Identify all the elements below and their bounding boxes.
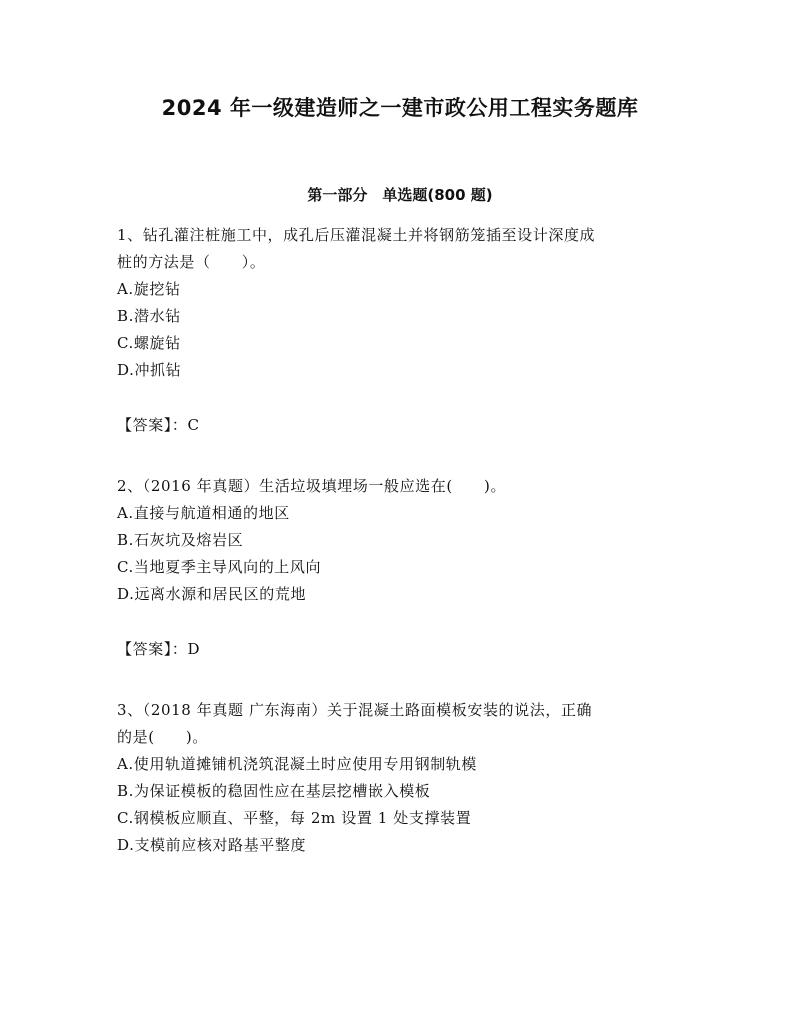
question-3 bbox=[117, 697, 683, 859]
question-2 bbox=[117, 473, 683, 663]
answer-line bbox=[117, 636, 683, 663]
option-b: B.石灰坑及熔岩区 bbox=[117, 531, 244, 549]
question-stem-line: 的是( )。 bbox=[117, 728, 208, 746]
option-c: C.螺旋钻 bbox=[117, 334, 181, 352]
question-stem-line: 2、（2016 年真题）生活垃圾填埋场一般应选在( )。 bbox=[117, 477, 507, 495]
answer-label: 【答案】： bbox=[117, 640, 188, 658]
option-c: C.当地夏季主导风向的上风向 bbox=[117, 558, 322, 576]
option-d: D.支模前应核对路基平整度 bbox=[117, 836, 307, 854]
question-list bbox=[117, 222, 683, 859]
question-stem-line: 1、钻孔灌注桩施工中，成孔后压灌混凝土并将钢筋笼插至设计深度成 bbox=[117, 226, 596, 244]
question-stem-line: 桩的方法是（ ）。 bbox=[117, 253, 266, 271]
option-a: A.旋挖钻 bbox=[117, 280, 181, 298]
answer-line bbox=[117, 412, 683, 439]
question-1 bbox=[117, 222, 683, 439]
answer-label: 【答案】： bbox=[117, 416, 188, 434]
option-c: C.钢模板应顺直、平整，每 2m 设置 1 处支撑装置 bbox=[117, 809, 472, 827]
option-d: D.远离水源和居民区的荒地 bbox=[117, 585, 307, 603]
option-b: B.潜水钻 bbox=[117, 307, 181, 325]
document-title: 2024 年一级建造师之一建市政公用工程实务题库 bbox=[161, 96, 639, 120]
answer-value: C bbox=[187, 416, 200, 434]
section-title: 第一部分 单选题(800 题) bbox=[307, 186, 493, 204]
option-b: B.为保证模板的稳固性应在基层挖槽嵌入模板 bbox=[117, 782, 431, 800]
option-a: A.使用轨道摊铺机浇筑混凝土时应使用专用钢制轨模 bbox=[117, 755, 478, 773]
question-stem-line: 3、（2018 年真题 广东海南）关于混凝土路面模板安装的说法，正确 bbox=[117, 701, 593, 719]
option-a: A.直接与航道相通的地区 bbox=[117, 504, 290, 522]
answer-value: D bbox=[187, 640, 201, 658]
option-d: D.冲抓钻 bbox=[117, 361, 182, 379]
